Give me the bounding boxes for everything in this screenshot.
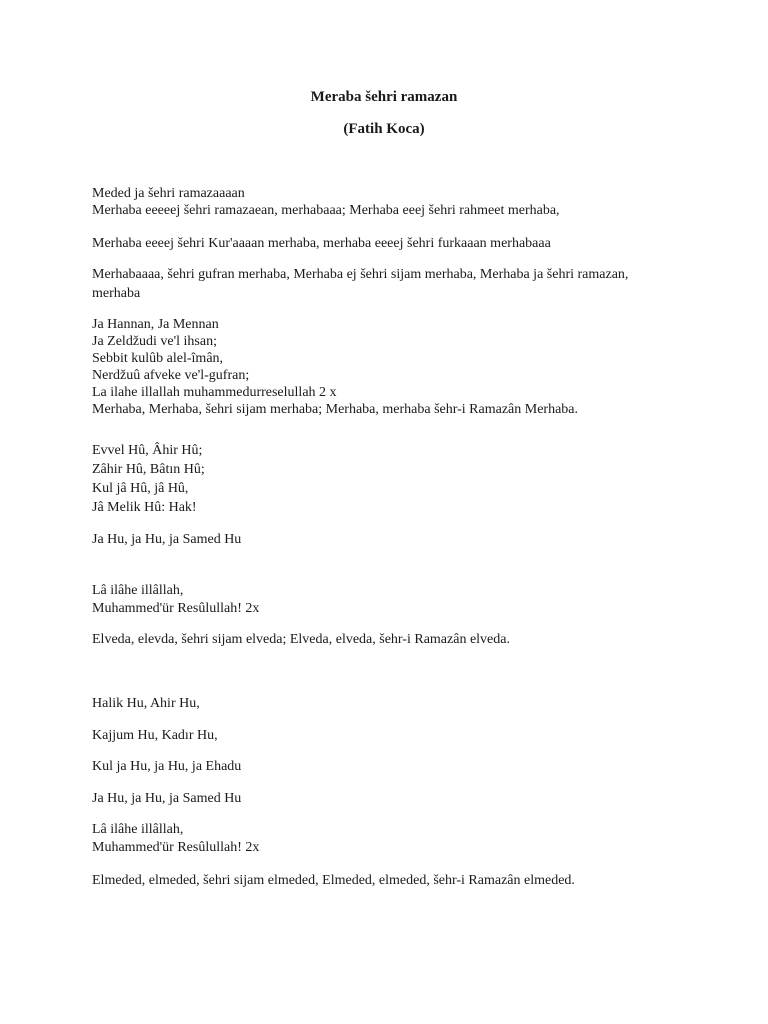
verse-line: Sebbit kulûb alel-îmân,	[92, 351, 224, 366]
verse-line: Merhaba eeeeej šehri ramazaean, merhabaaa; Merhaba eeej šehri rahmeet merhaba,	[92, 203, 560, 218]
verse-block-8	[92, 631, 652, 648]
verse-line: Elveda, elevda, šehri sijam elveda; Elveda, elveda, šehr-i Ramazân elveda.	[92, 632, 510, 647]
verse-block-13	[92, 821, 652, 857]
verse-line: Lâ ilâhe illâllah,	[92, 822, 184, 837]
verse-block-12	[92, 790, 652, 807]
verse-line: Elmeded, elmeded, šehri sijam elmeded, Elmeded, elmeded, šehr-i Ramazân elmeded.	[92, 873, 575, 888]
verse-block-10	[92, 727, 652, 744]
verse-line: Merhabaaaa, šehri gufran merhaba, Merhaba ej šehri sijam merhaba, Merhaba ja šehri ramazan, merhaba	[92, 267, 629, 301]
verse-line: Muhammed'ür Resûlullah! 2x	[92, 840, 260, 855]
verse-block-4	[92, 316, 652, 418]
verse-block-9	[92, 695, 652, 712]
verse-line: Ja Hu, ja Hu, ja Samed Hu	[92, 532, 242, 547]
verse-line: Meded ja šehri ramazaaaan	[92, 186, 245, 201]
verse-line: Ja Zeldžudi ve'l ihsan;	[92, 334, 217, 349]
verse-line: Ja Hu, ja Hu, ja Samed Hu	[92, 791, 242, 806]
verse-block-14	[92, 872, 652, 889]
verse-line: Lâ ilâhe illâllah,	[92, 583, 184, 598]
verse-block-3	[92, 265, 652, 303]
verse-block-6	[92, 531, 652, 548]
verse-block-2	[92, 235, 652, 252]
verse-line: Zâhir Hû, Bâtın Hû;	[92, 462, 205, 477]
verse-line: Merhaba, Merhaba, šehri sijam merhaba; Merhaba, merhaba šehr-i Ramazân Merhaba.	[92, 402, 579, 417]
verse-block-5	[92, 441, 652, 517]
verse-line: Kul jâ Hû, jâ Hû,	[92, 481, 189, 496]
verse-block-7	[92, 582, 652, 618]
verse-block-11	[92, 758, 652, 775]
verse-line: Nerdžuû afveke ve'l-gufran;	[92, 368, 250, 383]
verse-line: Kajjum Hu, Kadır Hu,	[92, 728, 218, 743]
verse-line: Evvel Hû, Âhir Hû;	[92, 443, 203, 458]
verse-line: Merhaba eeeej šehri Kur'aaaan merhaba, merhaba eeeej šehri furkaaan merhabaaa	[92, 236, 551, 251]
verse-block-1	[92, 185, 652, 219]
verse-line: Muhammed'ür Resûlullah! 2x	[92, 601, 260, 616]
verse-line: Jâ Melik Hû: Hak!	[92, 500, 197, 515]
verse-line: Halik Hu, Ahir Hu,	[92, 696, 200, 711]
verse-line: La ilahe illallah muhammedurreselullah 2 x	[92, 385, 337, 400]
verse-line: Ja Hannan, Ja Mennan	[92, 317, 219, 332]
verse-line: Kul ja Hu, ja Hu, ja Ehadu	[92, 759, 242, 774]
document-title: Meraba šehri ramazan	[310, 89, 458, 105]
document-author: (Fatih Koca)	[343, 121, 425, 137]
